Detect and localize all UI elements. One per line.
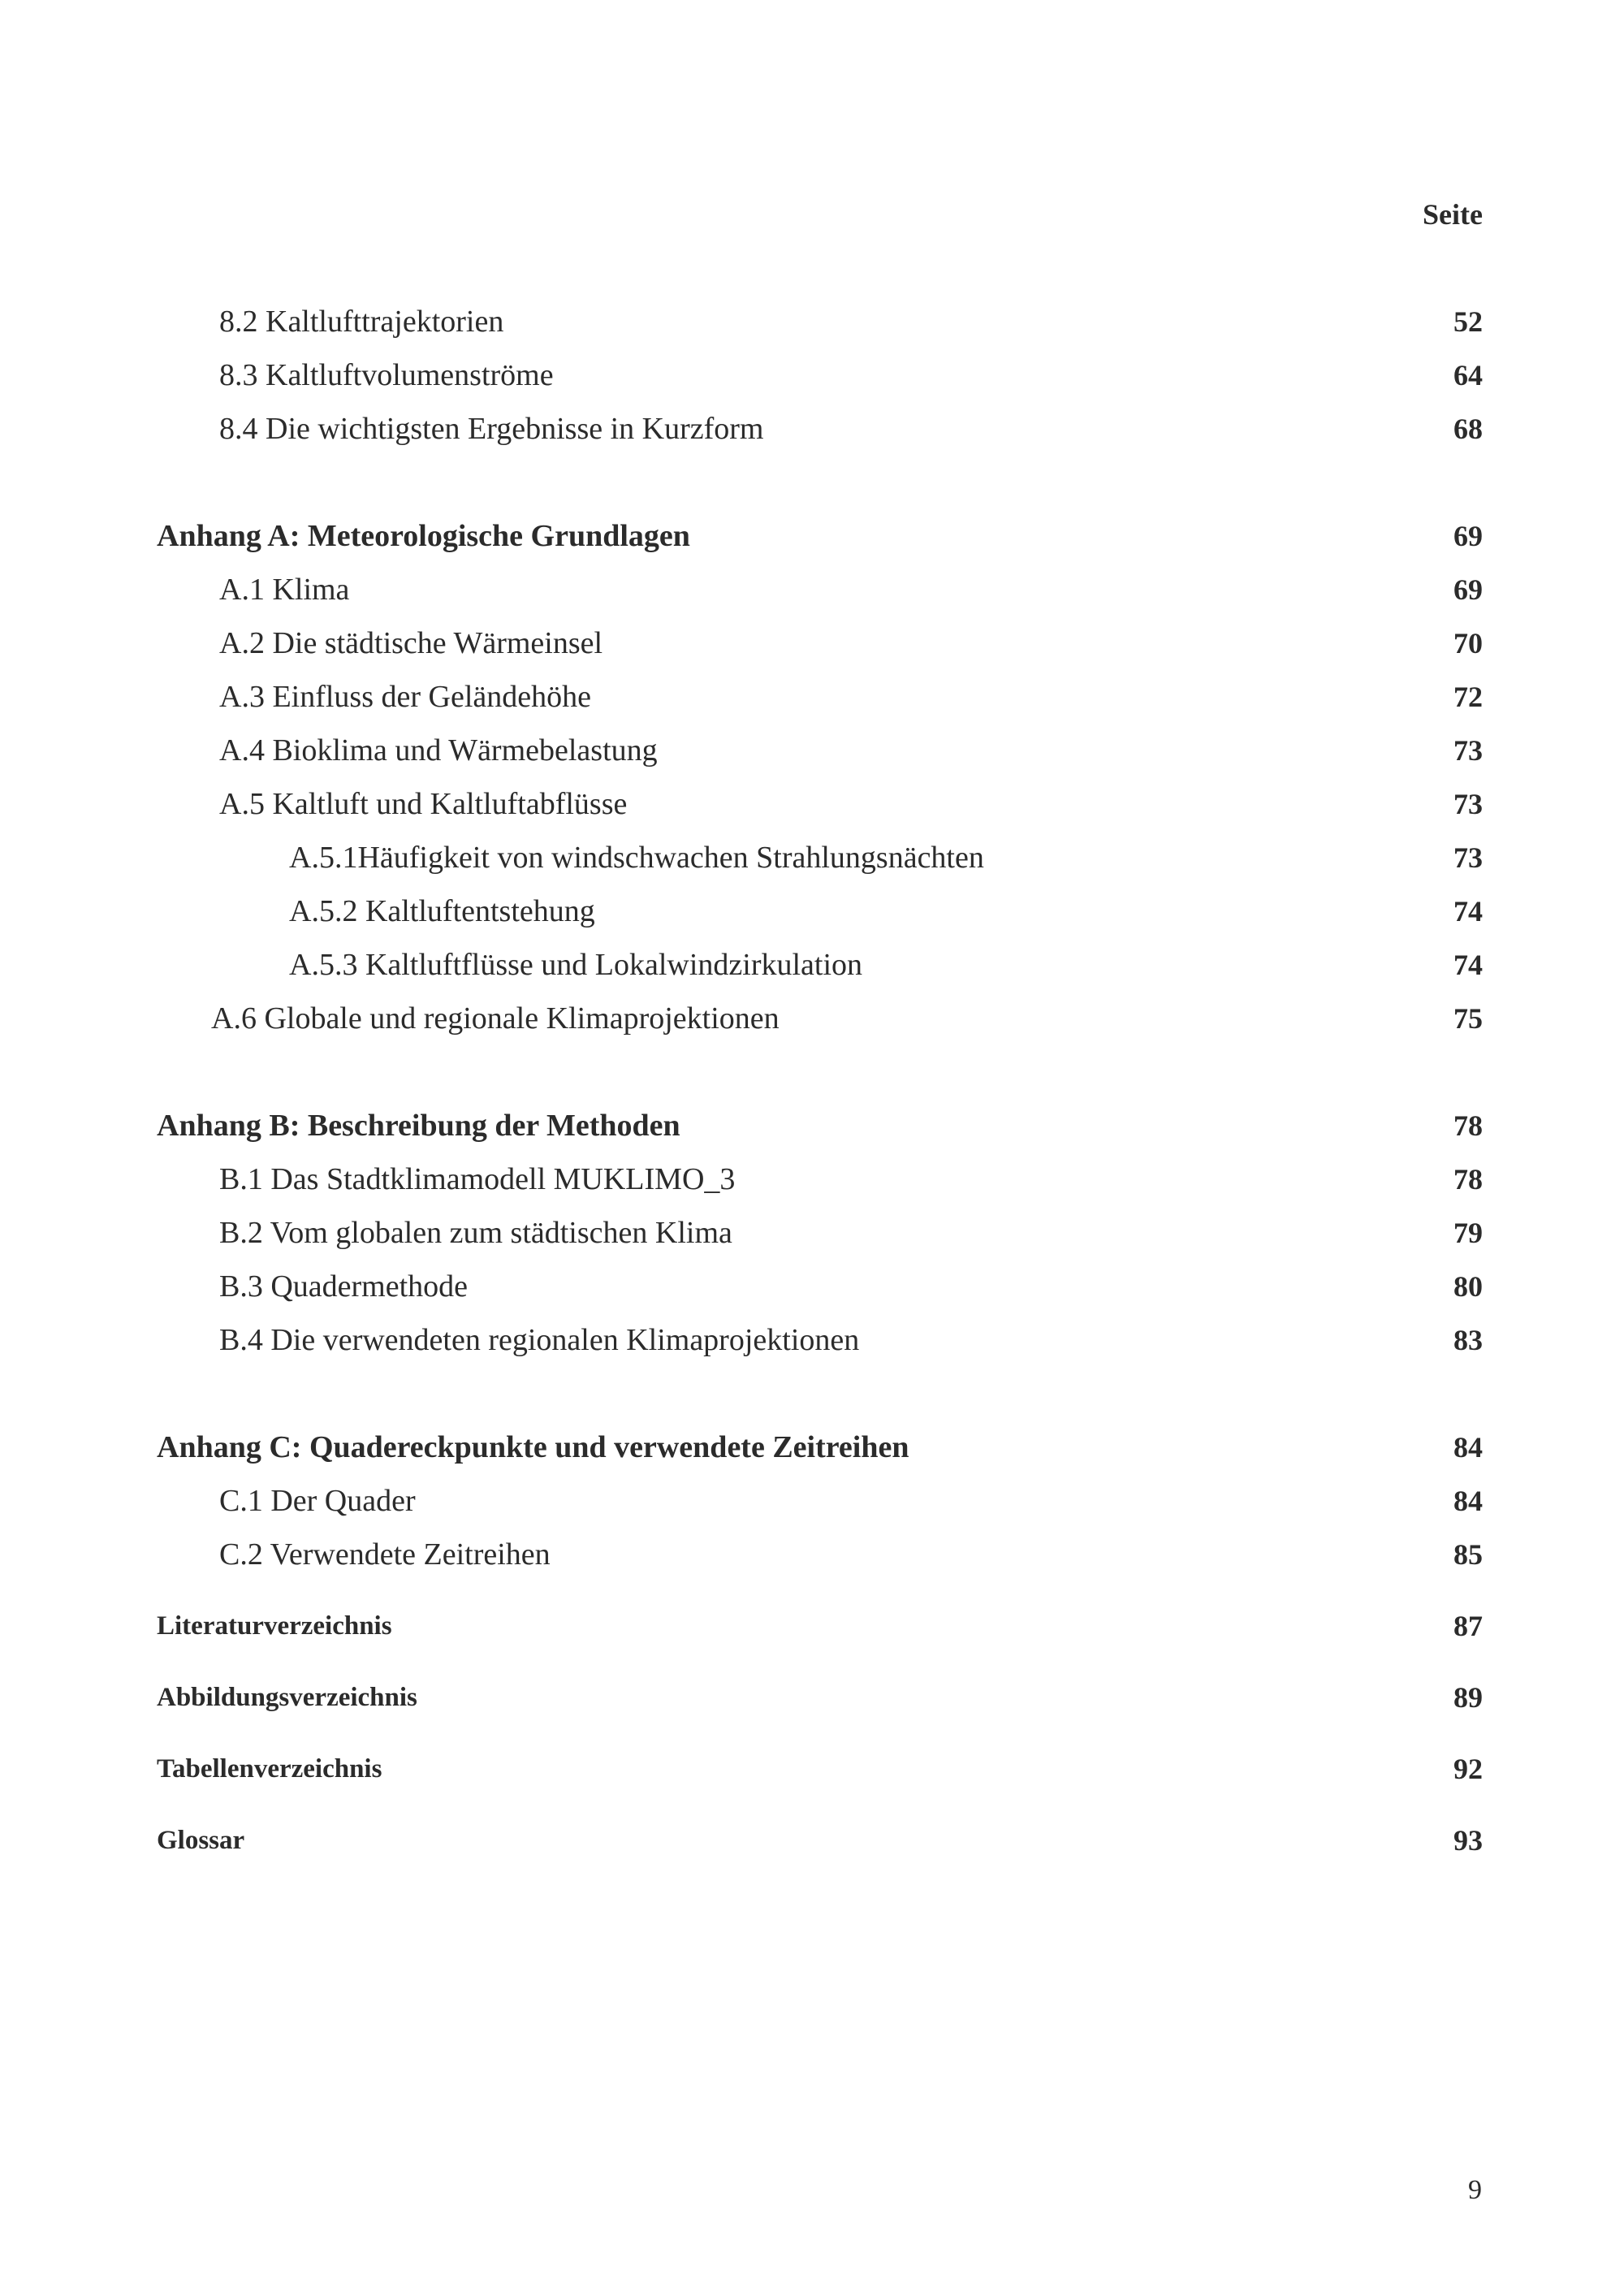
toc-entry-title: C.1 Der Quader	[219, 1484, 416, 1518]
toc-entry-b-4	[0, 1319, 1624, 1361]
toc-entry-page: 92	[1453, 1753, 1483, 1785]
toc-entry-page: 73	[1453, 841, 1483, 874]
toc-entry-title: 8.4 Die wichtigsten Ergebnisse in Kurzform	[219, 412, 764, 446]
toc-entry-page: 64	[1453, 359, 1483, 391]
toc-entry-title: 8.3 Kaltluftvolumenströme	[219, 358, 554, 392]
toc-entry-b-2	[0, 1212, 1624, 1254]
toc-entry-literaturverzeichnis	[0, 1605, 1624, 1647]
toc-entry-title: 8.2 Kaltlufttrajektorien	[219, 305, 504, 339]
toc-entry-anhang-b	[0, 1105, 1624, 1147]
toc-entry-title: A.5.1Häufigkeit von windschwachen Strahlungsnächten	[289, 841, 984, 875]
toc-entry-page: 93	[1453, 1824, 1483, 1857]
toc-entry-page: 89	[1453, 1681, 1483, 1714]
toc-entry-page: 75	[1453, 1002, 1483, 1035]
page-column-header: Seite	[1423, 198, 1483, 231]
toc-entry-title: Glossar	[157, 1826, 245, 1855]
toc-entry-page: 83	[1453, 1324, 1483, 1356]
toc-entry-page: 73	[1453, 788, 1483, 820]
toc-entry-anhang-a	[0, 515, 1624, 557]
toc-entry-title: Tabellenverzeichnis	[157, 1754, 382, 1784]
toc-entry-title: B.3 Quadermethode	[219, 1269, 469, 1304]
toc-entry-page: 74	[1453, 949, 1483, 981]
toc-entry-a-5	[0, 783, 1624, 825]
page-number: 9	[1468, 2175, 1482, 2205]
toc-entry-title: Anhang A: Meteorologische Grundlagen	[157, 519, 690, 553]
toc-entry-b-3	[0, 1265, 1624, 1308]
toc-entry-a-4	[0, 729, 1624, 772]
toc-entry-title: A.5.2 Kaltluftentstehung	[289, 894, 595, 928]
toc-entry-a-2	[0, 622, 1624, 664]
toc-entry-8-3	[0, 354, 1624, 396]
toc-entry-page: 69	[1453, 573, 1483, 606]
toc-entry-a-5-1	[0, 837, 1624, 879]
toc-entry-page: 74	[1453, 895, 1483, 927]
toc-entry-abbildungsverzeichnis	[0, 1676, 1624, 1719]
toc-entry-title: B.4 Die verwendeten regionalen Klimaprojektionen	[219, 1323, 860, 1357]
toc-entry-page: 87	[1453, 1610, 1483, 1642]
toc-entry-page: 69	[1453, 520, 1483, 552]
toc-entry-title: A.6 Globale und regionale Klimaprojektionen	[211, 1001, 780, 1036]
toc-entry-title: Abbildungsverzeichnis	[157, 1683, 417, 1712]
toc-entry-c-2	[0, 1533, 1624, 1576]
toc-entry-anhang-c	[0, 1426, 1624, 1468]
toc-entry-title: Anhang C: Quadereckpunkte und verwendete Zeitreihen	[157, 1430, 909, 1464]
toc-entry-page: 52	[1453, 305, 1483, 338]
toc-entry-a-1	[0, 569, 1624, 611]
toc-entry-page: 84	[1453, 1485, 1483, 1517]
toc-entry-title: A.1 Klima	[219, 573, 350, 607]
toc-entry-a-6	[0, 997, 1624, 1040]
toc-entry-title: Anhang B: Beschreibung der Methoden	[157, 1109, 680, 1143]
toc-entry-glossar	[0, 1819, 1624, 1861]
toc-entry-page: 68	[1453, 413, 1483, 445]
toc-entry-title: C.2 Verwendete Zeitreihen	[219, 1537, 551, 1572]
toc-entry-a-5-2	[0, 890, 1624, 932]
toc-entry-page: 80	[1453, 1270, 1483, 1303]
toc-entry-title: A.5 Kaltluft und Kaltluftabflüsse	[219, 787, 628, 821]
toc-entry-page: 72	[1453, 681, 1483, 713]
toc-entry-title: A.4 Bioklima und Wärmebelastung	[219, 733, 658, 767]
toc-entry-page: 85	[1453, 1538, 1483, 1571]
toc-entry-page: 84	[1453, 1431, 1483, 1464]
toc-entry-title: B.2 Vom globalen zum städtischen Klima	[219, 1216, 732, 1250]
toc-entry-b-1	[0, 1158, 1624, 1200]
toc-entry-page: 73	[1453, 734, 1483, 767]
toc-entry-page: 78	[1453, 1163, 1483, 1196]
toc-entry-title: A.2 Die städtische Wärmeinsel	[219, 626, 603, 660]
toc-entry-a-5-3	[0, 944, 1624, 986]
toc-entry-page: 70	[1453, 627, 1483, 659]
toc-entry-8-4	[0, 408, 1624, 450]
toc-entry-a-3	[0, 676, 1624, 718]
toc-entry-8-2	[0, 301, 1624, 343]
toc-entry-title: A.3 Einfluss der Geländehöhe	[219, 680, 591, 714]
toc-entry-title: A.5.3 Kaltluftflüsse und Lokalwindzirkulation	[289, 948, 863, 982]
toc-entry-page: 78	[1453, 1109, 1483, 1142]
toc-entry-tabellenverzeichnis	[0, 1748, 1624, 1790]
toc-entry-title: Literaturverzeichnis	[157, 1611, 392, 1641]
toc-entry-c-1	[0, 1480, 1624, 1522]
toc-entry-page: 79	[1453, 1217, 1483, 1249]
toc-entry-title: B.1 Das Stadtklimamodell MUKLIMO_3	[219, 1162, 736, 1196]
